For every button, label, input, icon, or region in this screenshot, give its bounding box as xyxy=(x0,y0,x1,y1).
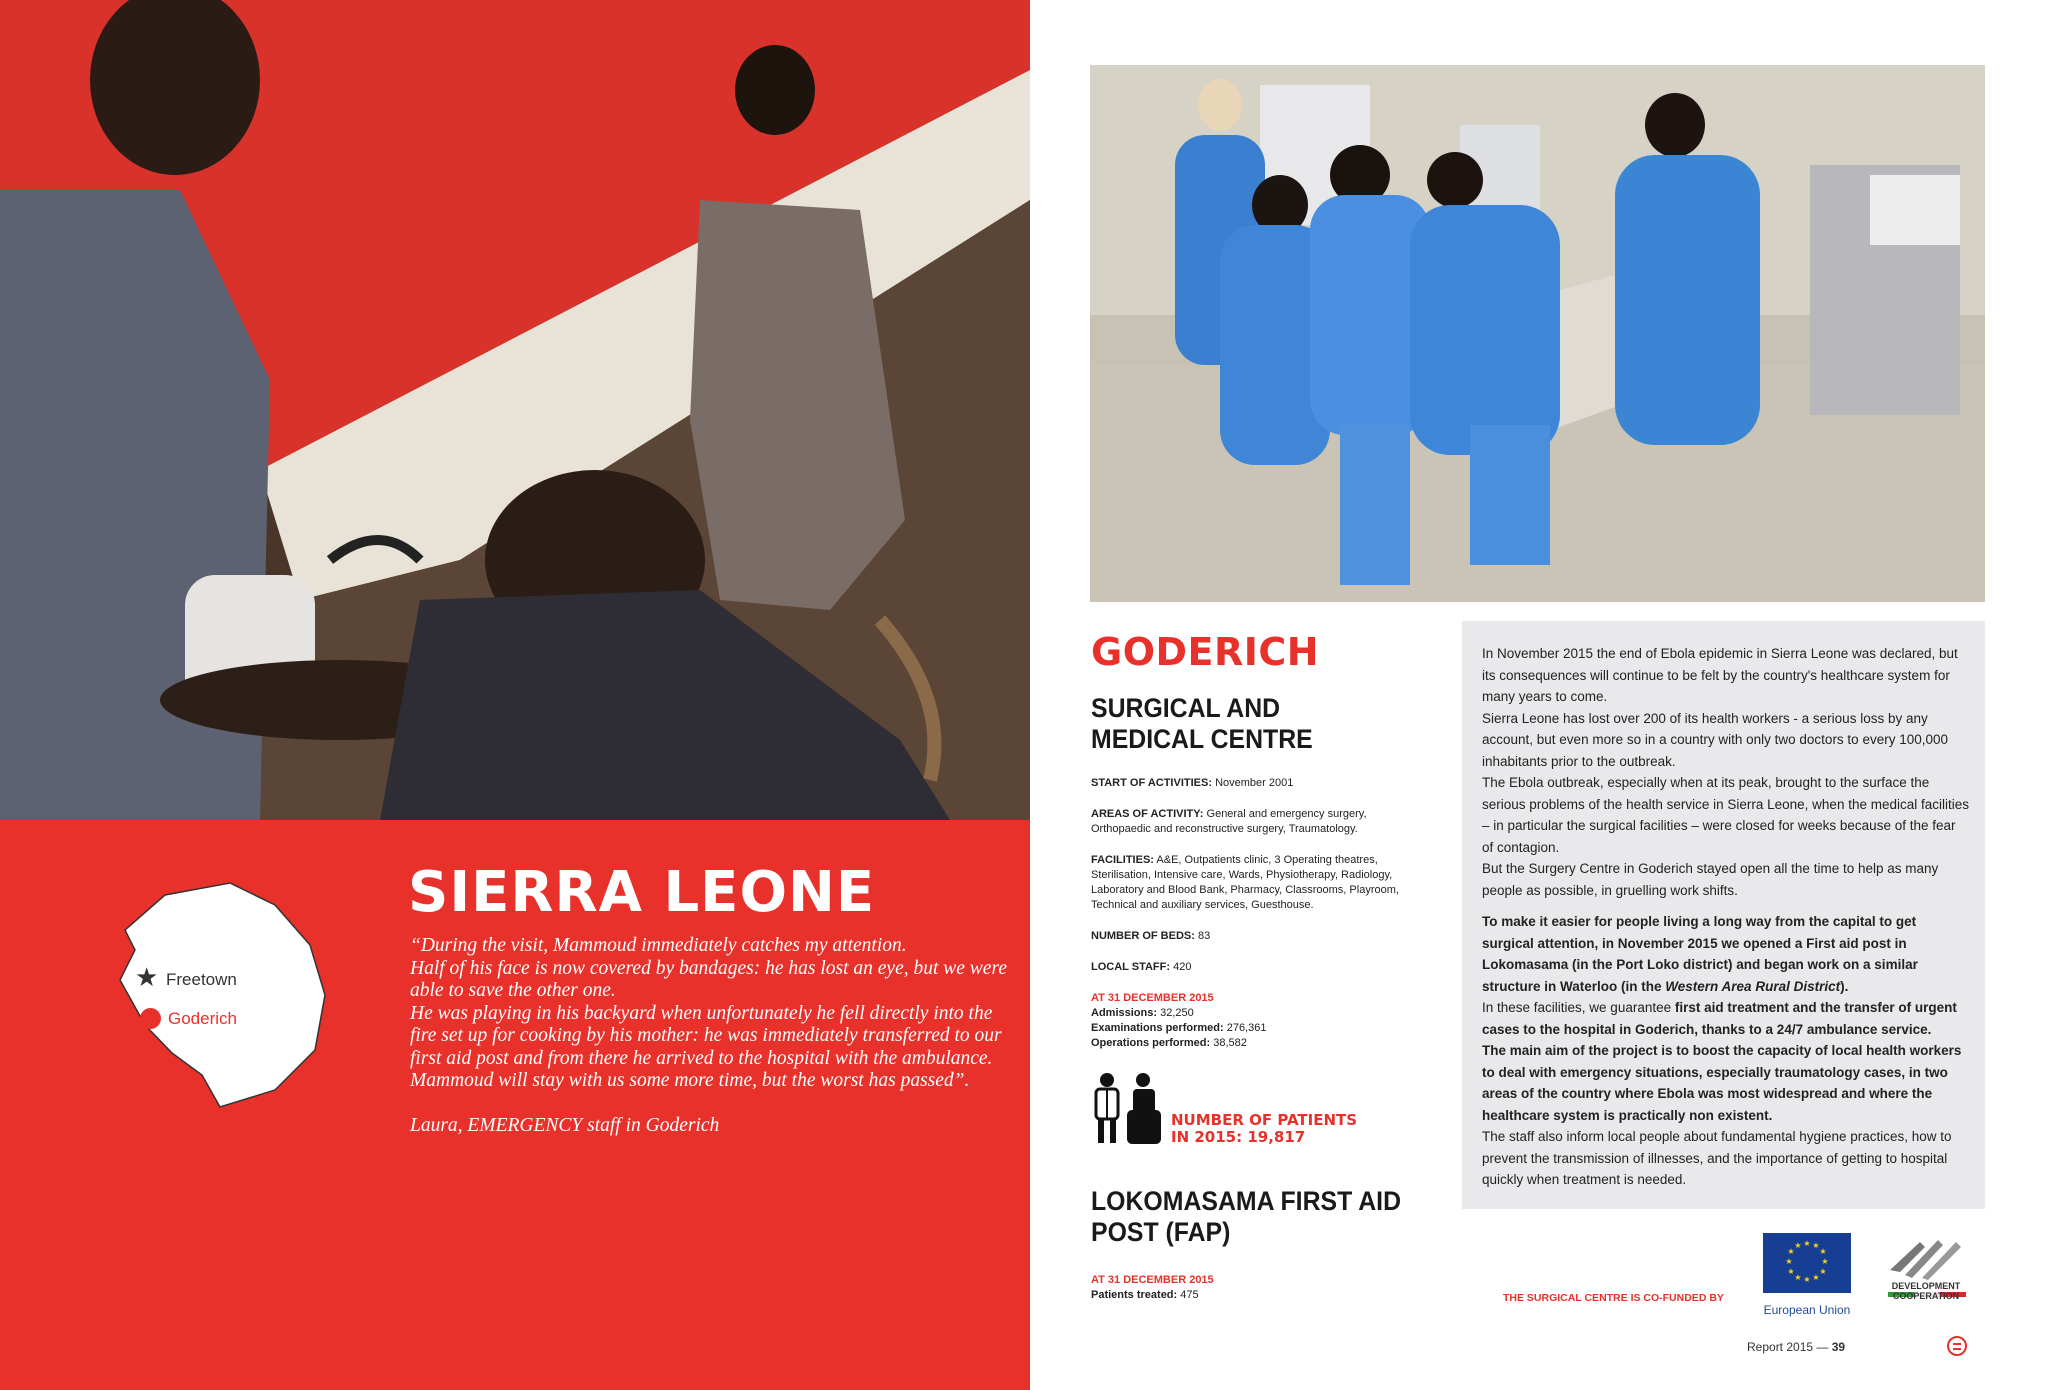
body-text xyxy=(1482,643,1969,1191)
fact-stats xyxy=(1091,991,1426,1051)
fact-label: AREAS OF ACTIVITY: xyxy=(1091,808,1204,820)
svg-text:★: ★ xyxy=(1803,1239,1811,1248)
stat-value: 38,582 xyxy=(1213,1037,1247,1049)
sierra-leone-map xyxy=(110,875,335,1115)
paragraph-bold: first aid treatment and the transfer of urgent cases to the hospital in Goderich, thanks to a 24/7 ambulance service. xyxy=(1482,1000,1957,1037)
emergency-logo-icon xyxy=(1947,1336,1967,1356)
lokomasama-title: LOKOMASAMA FIRST AID POST (FAP) xyxy=(1091,1186,1402,1247)
patients-count xyxy=(1091,1072,1431,1152)
paragraph-bold: To make it easier for people living a long way from the capital to get surgical attention, in November 2015 we opened a First aid post in Lokomasama (in the Port Loko district) and began work on a similar structure in Waterloo (in the xyxy=(1482,914,1918,994)
children-wheelchair-photo xyxy=(0,0,1030,820)
stat-value: 475 xyxy=(1180,1289,1199,1301)
stat-label: Admissions: xyxy=(1091,1007,1158,1019)
stat-label: Examinations performed: xyxy=(1091,1022,1224,1034)
svg-text:★: ★ xyxy=(1794,1273,1802,1282)
quote-signature: Laura, EMERGENCY staff in Goderich xyxy=(410,1114,720,1136)
svg-text:★: ★ xyxy=(1812,1273,1820,1282)
quote-line: Mammoud will stay with us some more time, but the worst has passed”. xyxy=(410,1070,970,1091)
fact-value: 420 xyxy=(1173,961,1192,973)
svg-text:★: ★ xyxy=(1819,1247,1827,1256)
hospital-title: GODERICH xyxy=(1091,630,1320,674)
paragraph: Sierra Leone has lost over 200 of its health workers - a serious loss by any account, but even more so in a country with only two doctors to every 100,000 inhabitants prior to the outbreak. xyxy=(1482,710,1949,769)
fact-staff xyxy=(1091,960,1426,975)
fact-beds xyxy=(1091,929,1426,944)
fact-areas xyxy=(1091,807,1426,837)
fact-value: A&E, Outpatients clinic, 3 Operating theatres, Sterilisation, Intensive care, Wards, Physiotherapy, Radiology, Laboratory and Blood Bank, Pharmacy, Classrooms, Playroom, Technical and auxiliary services, Guesthouse. xyxy=(1091,854,1399,911)
patients-label xyxy=(1171,1112,1357,1146)
devcoop-label: DEVELOPMENT COOPERATION xyxy=(1891,1281,1961,1301)
paragraph: The staff also inform local people about fundamental hygiene practices, how to prevent the transmission of illnesses, and the importance of getting to hospital quickly when treatment is needed. xyxy=(1482,1129,1952,1187)
fact-label: FACILITIES: xyxy=(1091,854,1154,866)
staff-quote xyxy=(410,935,1010,1137)
hospital-facts xyxy=(1091,776,1426,1051)
footer-page-number xyxy=(1747,1340,1845,1354)
map-label-goderich: Goderich xyxy=(168,1009,237,1028)
stat-value: 276,361 xyxy=(1226,1022,1267,1034)
lokomasama-facts xyxy=(1091,1273,1214,1303)
quote-line: He was playing in his backyard when unfortunately he fell directly into the fire set up for cooking by his mother: he was immediately transferred to our first aid post and from there he arrived to the hospital with the ambulance. xyxy=(410,1002,1002,1069)
svg-text:★: ★ xyxy=(1812,1241,1820,1250)
hospital-subtitle: SURGICAL AND MEDICAL CENTRE xyxy=(1091,693,1313,754)
svg-text:★: ★ xyxy=(1785,1257,1793,1266)
footer-report-label: Report 2015 — xyxy=(1747,1340,1832,1354)
lok-date-label: AT 31 DECEMBER 2015 xyxy=(1091,1274,1214,1286)
quote-line: Half of his face is now covered by bandages: he has lost an eye, but we were able to save the other one. xyxy=(410,957,1007,1001)
page-number: 39 xyxy=(1831,1340,1846,1354)
stats-date-label: AT 31 DECEMBER 2015 xyxy=(1091,992,1214,1004)
eu-flag-icon xyxy=(1763,1233,1851,1293)
location-dot-icon xyxy=(140,1008,161,1029)
paragraph-text: In these facilities, we guarantee xyxy=(1482,1000,1675,1015)
fact-facilities xyxy=(1091,853,1426,913)
svg-text:★: ★ xyxy=(1794,1241,1802,1250)
paragraph: The Ebola outbreak, especially when at its peak, brought to the surface the serious problems of the health service in Sierra Leone, when the medical facilities – in particular the surgical facilities – were closed for weeks because of the fear of contagion. xyxy=(1482,775,1970,855)
fact-start xyxy=(1091,776,1426,791)
star-icon: ★ xyxy=(135,962,159,992)
fact-label: NUMBER OF BEDS: xyxy=(1091,930,1195,942)
paragraph xyxy=(1482,911,1969,997)
quote-line: “During the visit, Mammoud immediately catches my attention. xyxy=(410,935,907,956)
stat-label: Patients treated: xyxy=(1091,1289,1178,1301)
stat-value: 32,250 xyxy=(1160,1007,1194,1019)
fact-label: LOCAL STAFF: xyxy=(1091,961,1171,973)
svg-text:★: ★ xyxy=(1787,1267,1795,1276)
fact-label: START OF ACTIVITIES: xyxy=(1091,777,1212,789)
patients-line1: NUMBER OF PATIENTS xyxy=(1171,1111,1358,1129)
patients-icon xyxy=(1091,1072,1163,1144)
paragraph: In November 2015 the end of Ebola epidemic in Sierra Leone was declared, but its consequences will continue to be felt by the country's healthcare system for many years to come. xyxy=(1482,646,1958,704)
map-label-freetown: Freetown xyxy=(166,970,237,989)
paragraph-bold: The main aim of the project is to boost the capacity of local health workers to deal with emergency situations, especially traumatology cases, in two areas of the country where Ebola was most widespread and where the healthcare system is practically non existent. xyxy=(1482,1043,1962,1123)
patients-line2: IN 2015: 19,817 xyxy=(1171,1128,1306,1146)
fact-value: November 2001 xyxy=(1215,777,1294,789)
stat-label: Operations performed: xyxy=(1091,1037,1211,1049)
svg-text:★: ★ xyxy=(1787,1247,1795,1256)
paragraph xyxy=(1482,997,1969,1040)
eu-label: European Union xyxy=(1763,1303,1851,1317)
svg-text:★: ★ xyxy=(1819,1267,1827,1276)
svg-text:★: ★ xyxy=(1803,1275,1811,1284)
country-title: SIERRA LEONE xyxy=(408,860,876,925)
cofunded-label: THE SURGICAL CENTRE IS CO-FUNDED BY xyxy=(1503,1292,1724,1304)
paragraph: But the Surgery Centre in Goderich stayed open all the time to help as many people as possible, in gruelling work shifts. xyxy=(1482,861,1939,898)
fact-value: 83 xyxy=(1197,930,1211,942)
fact-value: General and emergency surgery, Orthopaedic and reconstructive surgery, Traumatology. xyxy=(1091,808,1367,835)
paragraph-bold-end: ). xyxy=(1840,978,1849,994)
svg-text:★: ★ xyxy=(1821,1257,1829,1266)
paragraph-italic: Western Area Rural District xyxy=(1665,978,1841,994)
medical-staff-photo xyxy=(1090,65,1985,602)
paragraph xyxy=(1482,1040,1969,1126)
